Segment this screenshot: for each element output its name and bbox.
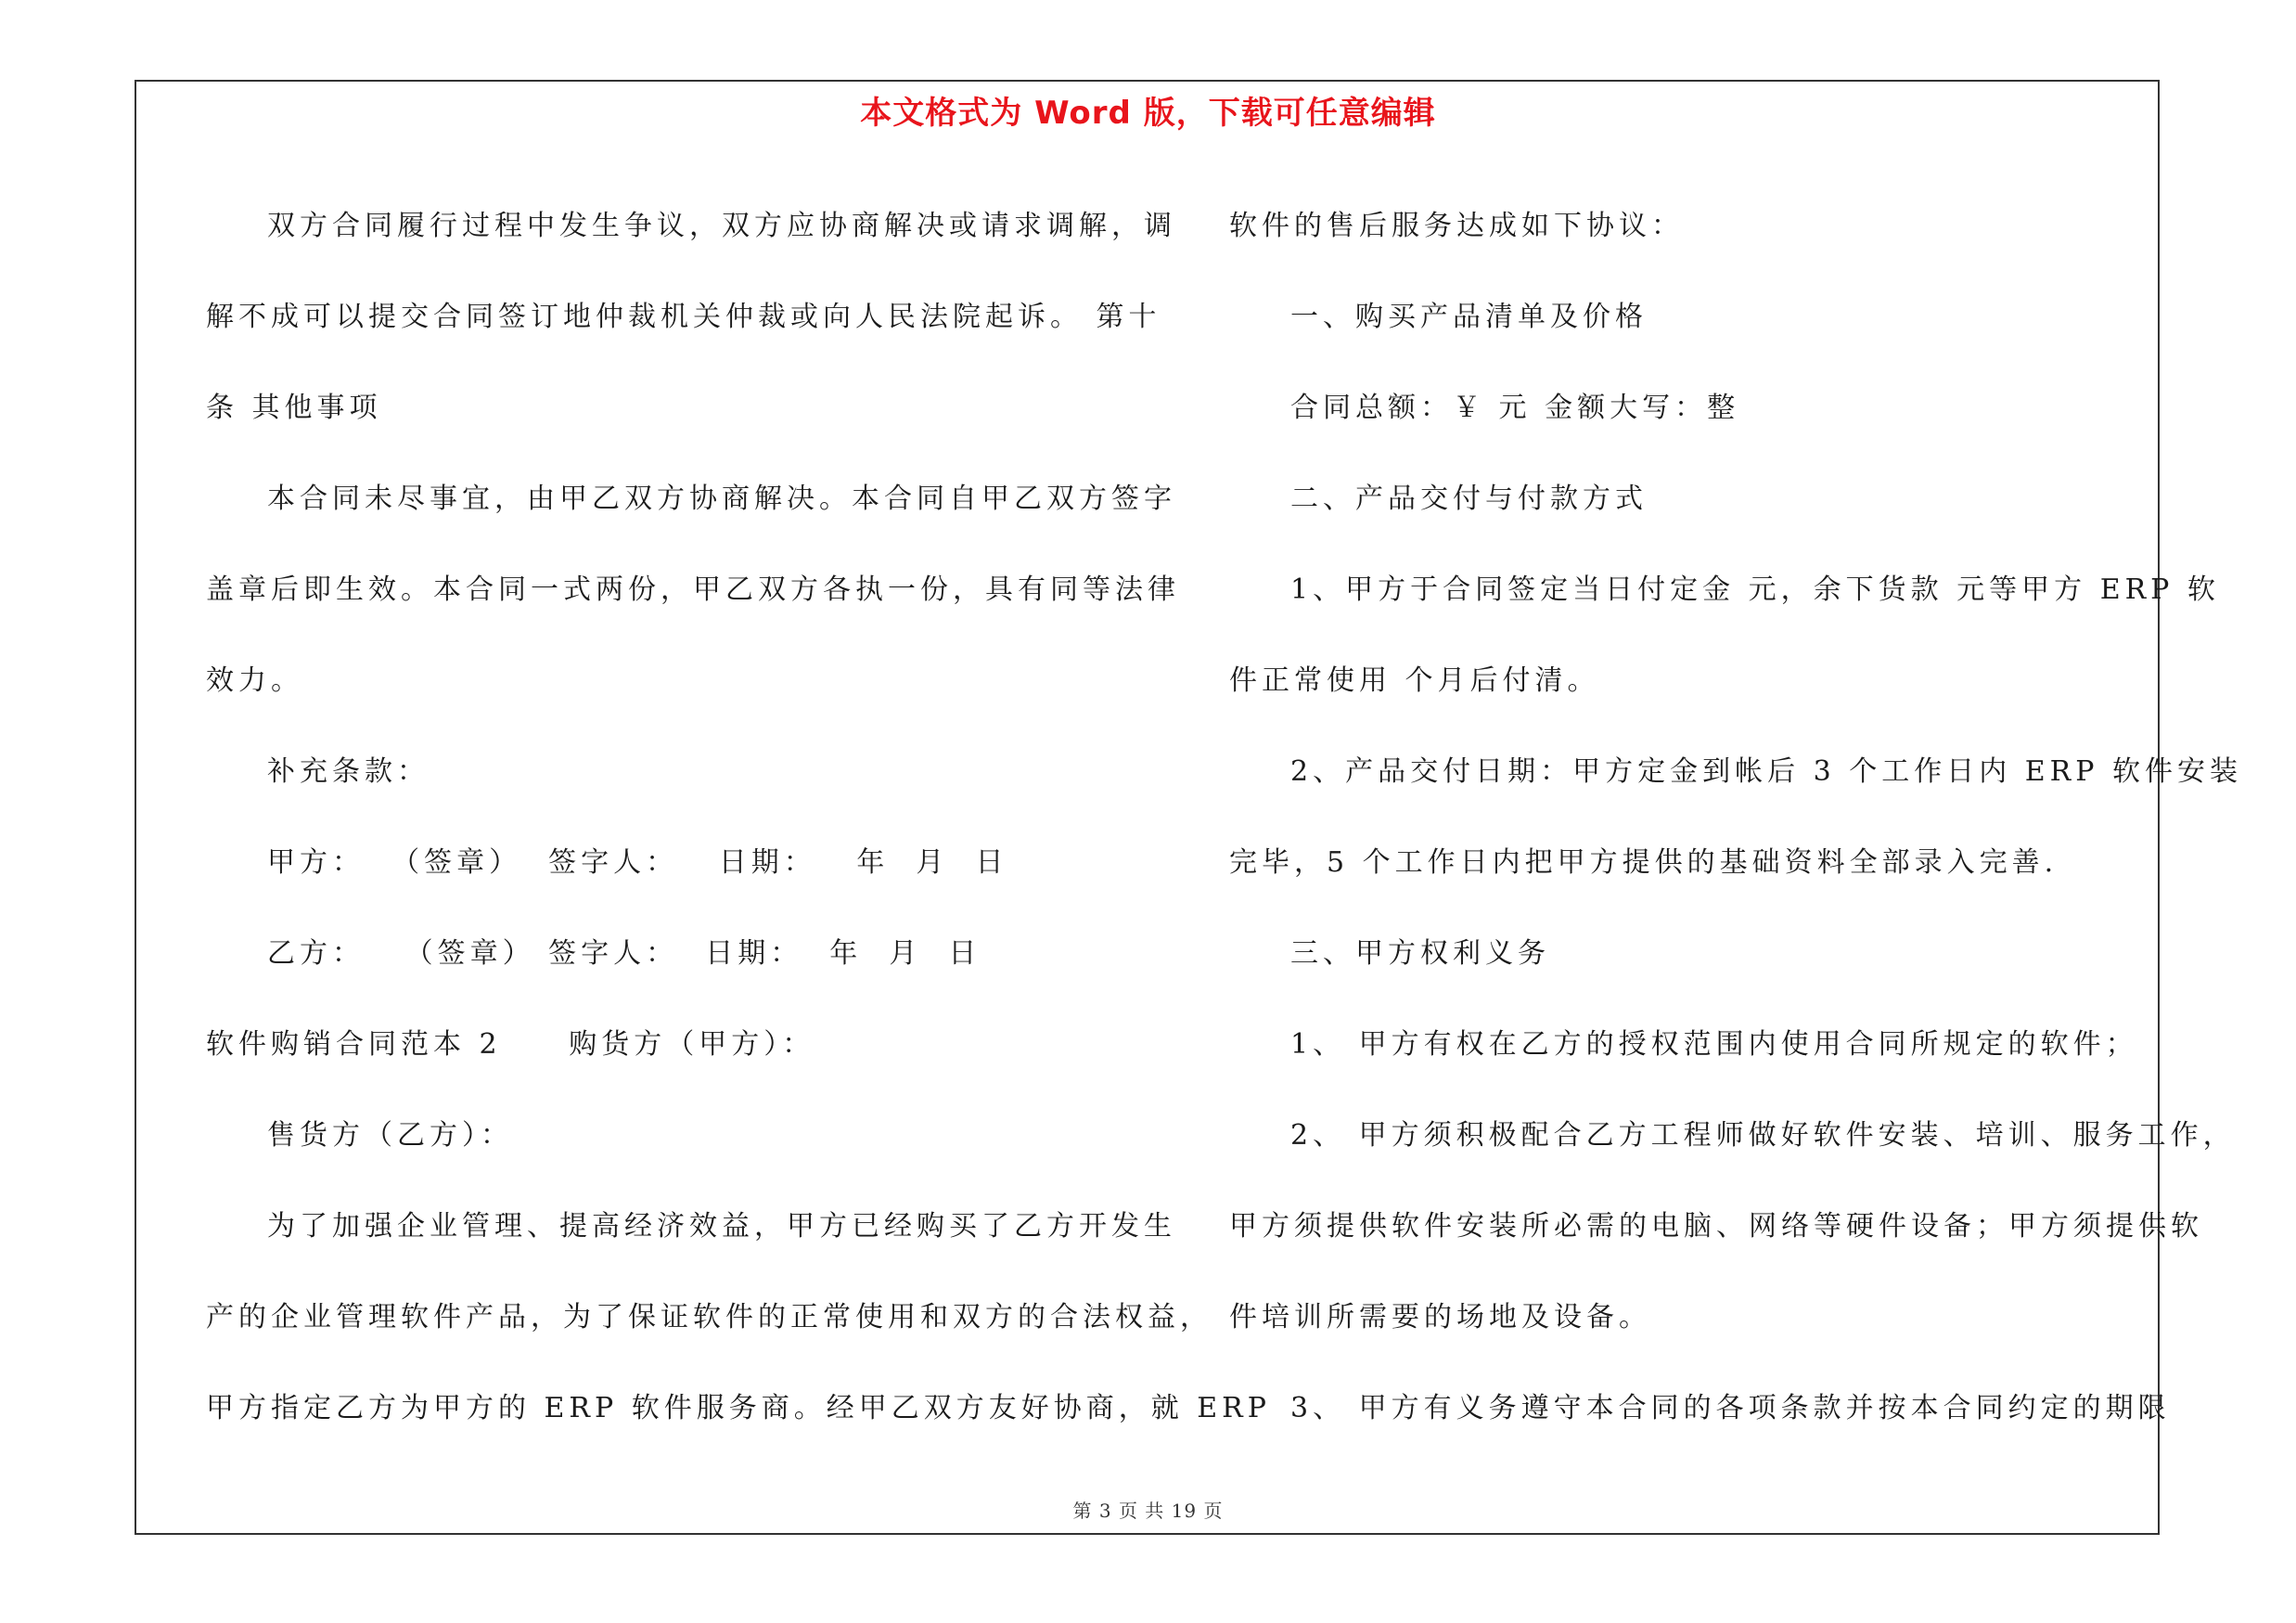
text-line: 盖章后即生效。本合同一式两份，甲乙双方各执一份，具有同等法律 [206,573,1180,606]
header-banner: 本文格式为 Word 版，下载可任意编辑 [860,95,1436,132]
text-line: 解不成可以提交合同签订地仲裁机关仲裁或向人民法院起诉。 第十 [206,301,1161,333]
text-line: 售货方（乙方）： [267,1119,513,1152]
text-line: 1、甲方于合同签定当日付定金 元，余下货款 元等甲方 ERP 软 [1290,573,2220,606]
text-line: 2、产品交付日期：甲方定金到帐后 3 个工作日内 ERP 软件安装 [1290,755,2242,788]
text-line: 合同总额：￥ 元 金额大写：整 [1290,392,1740,424]
text-line: 3、 甲方有义务遵守本合同的各项条款并按本合同约定的期限 [1290,1392,2171,1424]
text-line: 软件的售后服务达成如下协议： [1229,210,1684,242]
text-line: 条 其他事项 [206,392,382,424]
text-line: 产的企业管理软件产品，为了保证软件的正常使用和双方的合法权益， [206,1301,1212,1333]
text-line: 1、 甲方有权在乙方的授权范围内使用合同所规定的软件； [1290,1028,2138,1061]
text-line: 二、产品交付与付款方式 [1290,483,1648,515]
text-line: 件培训所需要的场地及设备。 [1229,1301,1651,1333]
text-line: 一、购买产品清单及价格 [1290,301,1648,333]
right-text-column [1229,181,2242,1454]
left-text-column [206,181,1271,1454]
text-line: 甲方须提供软件安装所必需的电脑、网络等硬件设备；甲方须提供软 [1229,1210,2203,1243]
text-line: 双方合同履行过程中发生争议，双方应协商解决或请求调解，调 [267,210,1176,242]
text-line: 三、甲方权利义务 [1290,937,1550,970]
text-line: 效力。 [206,664,303,697]
text-line: 件正常使用 个月后付清。 [1229,664,1600,697]
text-line: 完毕，5 个工作日内把甲方提供的基础资料全部录入完善. [1229,846,2059,879]
text-line: 甲方指定乙方为甲方的 ERP 软件服务商。经甲乙双方友好协商，就 ERP [206,1392,1271,1424]
text-line: 软件购销合同范本 2 购货方（甲方）： [206,1028,815,1061]
text-line: 2、 甲方须积极配合乙方工程师做好软件安装、培训、服务工作， [1290,1119,2236,1152]
text-line: 补充条款： [267,755,430,788]
page-number-footer: 第 3 页 共 19 页 [1072,1500,1224,1522]
text-line: 为了加强企业管理、提高经济效益，甲方已经购买了乙方开发生 [267,1210,1176,1243]
text-line: 本合同未尽事宜，由甲乙双方协商解决。本合同自甲乙双方签字 [267,483,1176,515]
text-line: 乙方： （签章） 签字人： 日期： 年 月 日 [267,937,981,970]
text-line: 甲方： （签章） 签字人： 日期： 年 月 日 [267,846,1008,879]
